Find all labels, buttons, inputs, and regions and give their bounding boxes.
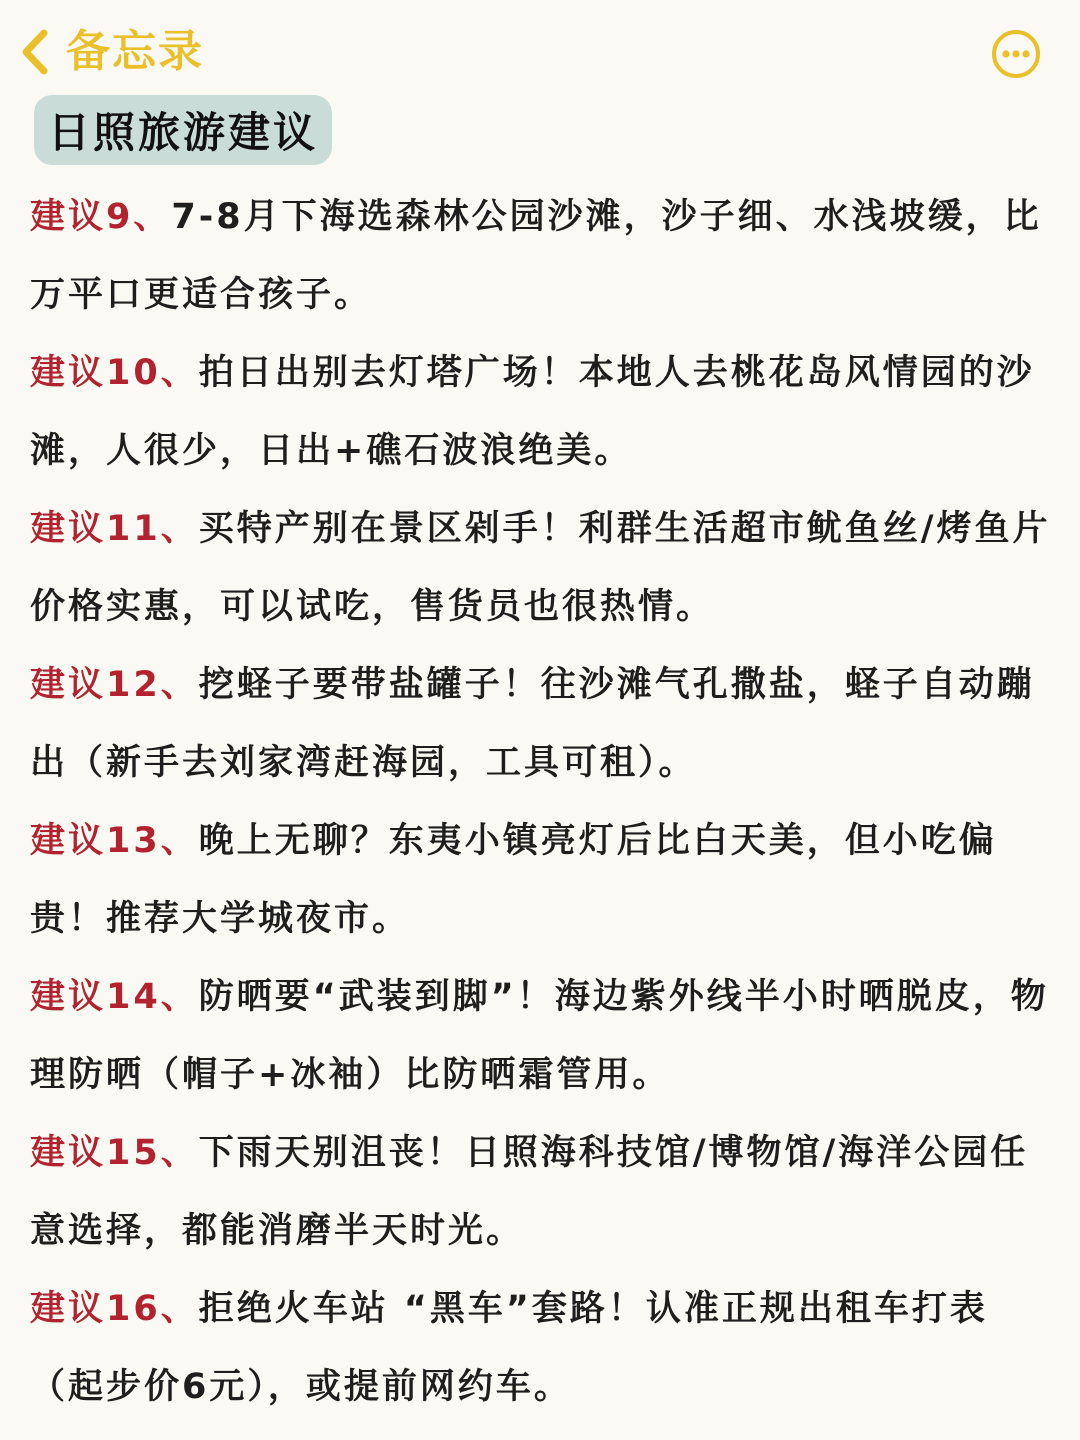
tip-label: 建议14、 (30, 977, 199, 1017)
more-button[interactable] (990, 28, 1042, 80)
note-body (30, 178, 1054, 1426)
more-circle-icon (990, 28, 1042, 80)
back-button[interactable] (18, 24, 204, 80)
tip-item (30, 802, 1054, 958)
tip-text: 拒绝火车站 “黑车”套路！认准正规出租车打表（起步价6元），或提前网约车。 (30, 1289, 988, 1407)
tip-item (30, 490, 1054, 646)
tip-label: 建议13、 (30, 821, 199, 861)
tip-label: 建议16、 (30, 1289, 199, 1329)
chevron-left-icon (18, 27, 52, 77)
tip-item (30, 958, 1054, 1114)
tip-text: 晚上无聊？东夷小镇亮灯后比白天美，但小吃偏贵！推荐大学城夜市。 (30, 821, 997, 939)
tip-text: 下雨天别沮丧！日照海科技馆/博物馆/海洋公园任意选择，都能消磨半天时光。 (30, 1133, 1029, 1251)
tip-text: 挖蛏子要带盐罐子！往沙滩气孔撒盐，蛏子自动蹦出（新手去刘家湾赶海园，工具可租）。 (30, 665, 1035, 783)
tip-label: 建议11、 (30, 509, 199, 549)
tip-text: 拍日出别去灯塔广场！本地人去桃花岛风情园的沙滩，人很少，日出+礁石波浪绝美。 (30, 353, 1035, 471)
note-title-badge (34, 95, 332, 165)
tip-item (30, 178, 1054, 334)
tip-item (30, 646, 1054, 802)
tip-text: 买特产别在景区剁手！利群生活超市鱿鱼丝/烤鱼片价格实惠，可以试吃，售货员也很热情。 (30, 509, 1051, 627)
tip-label: 建议10、 (30, 353, 199, 393)
back-label: 备忘录 (66, 26, 204, 77)
tip-item (30, 1114, 1054, 1270)
top-bar (0, 18, 1080, 88)
tip-item (30, 334, 1054, 490)
tip-label: 建议9、 (30, 197, 172, 237)
tip-text: 防晒要“武装到脚”！海边紫外线半小时晒脱皮，物理防晒（帽子+冰袖）比防晒霜管用。 (30, 977, 1049, 1095)
tip-label: 建议12、 (30, 665, 199, 705)
tip-item (30, 1270, 1054, 1426)
tip-label: 建议15、 (30, 1133, 199, 1173)
note-title: 日照旅游建议 (48, 108, 319, 157)
tip-text: 7-8月下海选森林公园沙滩，沙子细、水浅坡缓，比万平口更适合孩子。 (30, 197, 1042, 315)
